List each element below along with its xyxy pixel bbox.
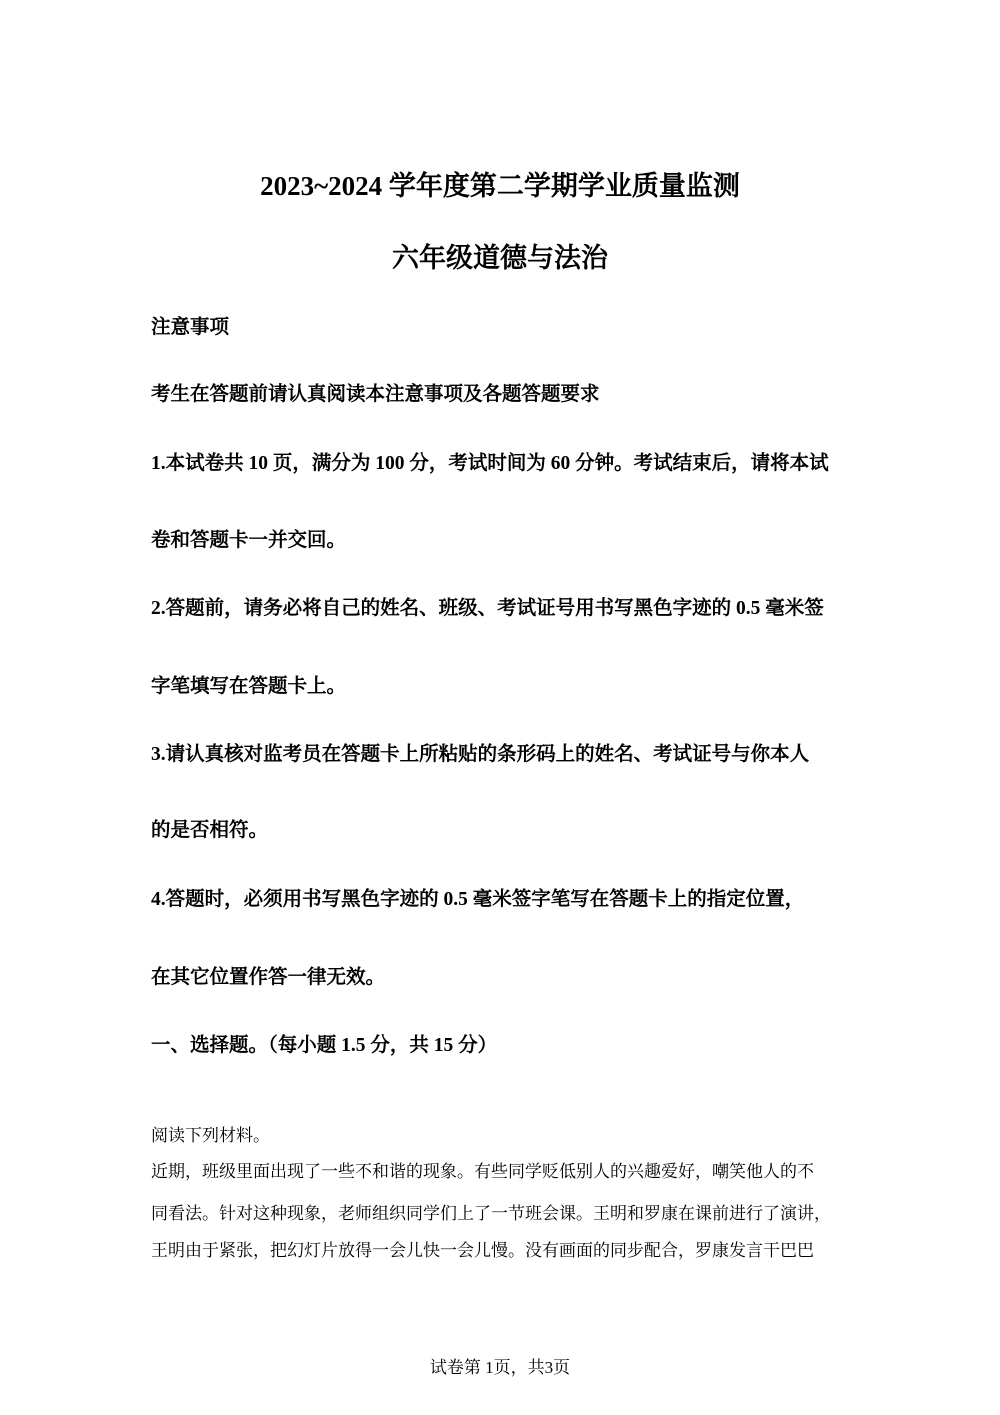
material-line-2: 同看法。针对这种现象，老师组织同学们上了一节班会课。王明和罗康在课前进行了演讲， <box>151 1204 831 1224</box>
notice-item-2-line-1: 2.答题前，请务必将自己的姓名、班级、考试证号用书写黑色字迹的 0.5 毫米签 <box>151 598 824 619</box>
exam-subject: 六年级道德与法治 <box>392 243 608 273</box>
notice-item-4-line-1: 4.答题时，必须用书写黑色字迹的 0.5 毫米签字笔写在答题卡上的指定位置， <box>151 889 805 910</box>
notice-item-3-line-1: 3.请认真核对监考员在答题卡上所粘贴的条形码上的姓名、考试证号与你本人 <box>151 744 810 765</box>
notice-intro: 考生在答题前请认真阅读本注意事项及各题答题要求 <box>151 384 600 405</box>
page-footer: 试卷第 1页，共3页 <box>429 1358 571 1377</box>
notice-item-2-line-2: 字笔填写在答题卡上。 <box>151 676 347 697</box>
notice-item-1-line-1: 1.本试卷共 10 页，满分为 100 分，考试时间为 60 分钟。考试结束后，请将本试 <box>151 453 829 474</box>
section-1-heading: 一、选择题。（每小题 1.5 分，共 15 分） <box>151 1035 498 1056</box>
notice-item-1-line-2: 卷和答题卡一并交回。 <box>151 530 347 551</box>
notice-item-3-line-2: 的是否相符。 <box>151 820 269 841</box>
notice-heading: 注意事项 <box>151 317 230 338</box>
material-line-3: 王明由于紧张，把幻灯片放得一会儿快一会儿慢。没有画面的同步配合，罗康发言干巴巴 <box>151 1241 814 1261</box>
material-instruction: 阅读下列材料。 <box>151 1126 270 1146</box>
material-line-1: 近期，班级里面出现了一些不和谐的现象。有些同学贬低别人的兴趣爱好，嘲笑他人的不 <box>151 1162 814 1182</box>
notice-item-4-line-2: 在其它位置作答一律无效。 <box>151 967 386 988</box>
exam-title: 2023~2024 学年度第二学期学业质量监测 <box>260 171 740 201</box>
